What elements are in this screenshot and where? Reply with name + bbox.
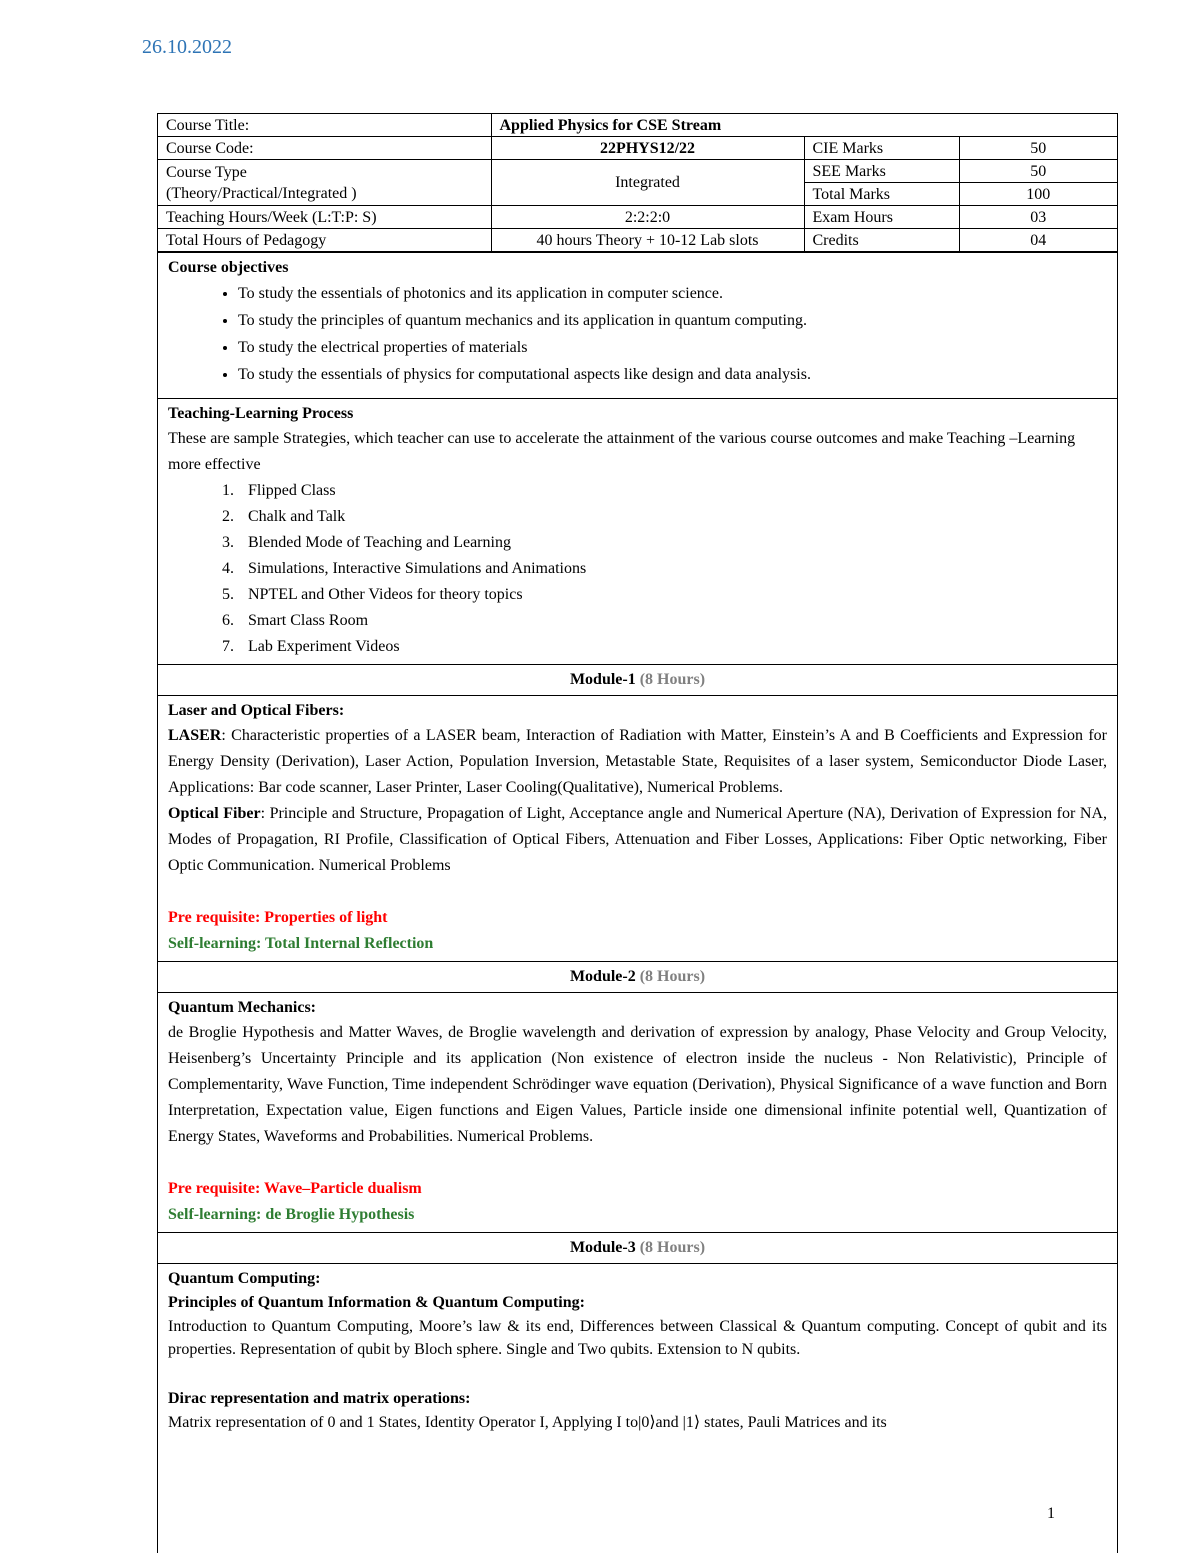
module-3-content [158, 1263, 1117, 1438]
teaching-learning-section [158, 398, 1117, 664]
module-3-topic: Quantum Computing: [168, 1270, 321, 1287]
cie-marks-value: 50 [959, 137, 1117, 160]
module-2-content [158, 992, 1117, 1232]
objectives-list [168, 280, 1107, 388]
laser-text: : Characteristic properties of a LASER beam, Interaction of Radiation with Matter, Einstein’s A and B Coefficients and Expression for Energy Density (Derivation), Laser Action, Population Inversion, Metastable State, Requisites of a laser system, Semiconductor Diode Laser, Applications: Bar code scanner, Laser Printer, Laser Cooling(Qualitative), Numerical Problems. [168, 727, 1107, 796]
module-1-heading [158, 664, 1117, 695]
course-type-value: Integrated [491, 160, 804, 206]
list-item: • To study the principles of quantum mechanics and its application in quantum computing. [238, 307, 1107, 334]
dirac-text: Matrix representation of 0 and 1 States, Identity Operator I, Applying I to|0⟩and |1⟩ states, Pauli Matrices and its [168, 1414, 887, 1431]
fiber-text: : Principle and Structure, Propagation of Light, Acceptance angle and Numerical Aperture (NA), Derivation of Expression for NA, Modes of Propagation, RI Profile, Classification of Optical Fibers, Attenuation and Fiber Losses, Applications: Fiber Optic networking, Fiber Optic Communication. Numerical Problems [168, 805, 1107, 874]
credits-label: Credits [804, 229, 959, 252]
module-2-title: Module-2 [569, 968, 636, 985]
module-2-topic: Quantum Mechanics: [168, 999, 316, 1016]
course-info-table [158, 114, 1117, 252]
module-2-heading [158, 961, 1117, 992]
course-code-label: Course Code: [158, 137, 491, 160]
syllabus-document [157, 113, 1118, 1553]
teaching-hours-label: Teaching Hours/Week (L:T:P: S) [158, 206, 491, 229]
see-marks-value: 50 [959, 160, 1117, 183]
exam-hours-value: 03 [959, 206, 1117, 229]
fiber-label: Optical Fiber [168, 805, 261, 822]
module-1-title: Module-1 [569, 671, 636, 688]
dirac-title: Dirac representation and matrix operations: [168, 1390, 471, 1407]
exam-hours-label: Exam Hours [804, 206, 959, 229]
list-item: 1. Flipped Class [238, 478, 1107, 504]
teaching-learning-intro: These are sample Strategies, which teacher can use to accelerate the attainment of the various course outcomes and make Teaching –Learning more effective [168, 430, 1076, 473]
module-3-subtopic: Principles of Quantum Information & Quantum Computing: [168, 1294, 585, 1311]
list-item: 5. NPTEL and Other Videos for theory topics [238, 582, 1107, 608]
course-title-label: Course Title: [158, 114, 491, 137]
course-objectives-section [158, 252, 1117, 392]
module-1-prerequisite: Pre requisite: Properties of light [168, 909, 388, 926]
strategies-list [168, 478, 1107, 660]
list-item: 6. Smart Class Room [238, 608, 1107, 634]
document-date: 26.10.2022 [142, 36, 232, 58]
teaching-hours-value: 2:2:2:0 [491, 206, 804, 229]
module-3-heading [158, 1232, 1117, 1263]
page-number: 1 [1047, 1505, 1055, 1522]
list-item: • To study the essentials of physics for computational aspects like design and data analysis. [238, 361, 1107, 388]
laser-paragraph [168, 723, 1107, 801]
total-marks-value: 100 [959, 183, 1117, 206]
module-3-hours: (8 Hours) [639, 1239, 706, 1256]
cie-marks-label: CIE Marks [804, 137, 959, 160]
course-objectives-title: Course objectives [168, 259, 289, 276]
table-row [158, 229, 1117, 252]
module-1-self-learning: Self-learning: Total Internal Reflection [168, 935, 434, 952]
module-3-text: Introduction to Quantum Computing, Moore’s law & its end, Differences between Classical & Quantum computing. Concept of qubit and its properties. Representation of qubit by Bloch sphere. Single and Two qubits. Extension to N qubits. [168, 1318, 1107, 1358]
list-item: 7. Lab Experiment Videos [238, 634, 1107, 660]
course-type-label [158, 160, 491, 206]
module-2-hours: (8 Hours) [639, 968, 706, 985]
teaching-learning-title: Teaching-Learning Process [168, 405, 354, 422]
course-code-value: 22PHYS12/22 [491, 137, 804, 160]
module-2-self-learning: Self-learning: de Broglie Hypothesis [168, 1206, 415, 1223]
table-row [158, 137, 1117, 160]
total-marks-label: Total Marks [804, 183, 959, 206]
laser-label: LASER [168, 727, 222, 744]
module-3-title: Module-3 [569, 1239, 636, 1256]
module-1-topic: Laser and Optical Fibers: [168, 702, 345, 719]
course-type-label-line2: (Theory/Practical/Integrated ) [166, 184, 357, 202]
module-2-prerequisite: Pre requisite: Wave–Particle dualism [168, 1180, 422, 1197]
course-title-value: Applied Physics for CSE Stream [491, 114, 1117, 137]
course-type-label-line1: Course Type [166, 163, 247, 181]
list-item: 4. Simulations, Interactive Simulations and Animations [238, 556, 1107, 582]
module-1-content [158, 695, 1117, 961]
credits-value: 04 [959, 229, 1117, 252]
list-item: • To study the essentials of photonics and its application in computer science. [238, 280, 1107, 307]
fiber-paragraph [168, 801, 1107, 879]
table-row [158, 206, 1117, 229]
list-item: • To study the electrical properties of materials [238, 334, 1107, 361]
pedagogy-hours-label: Total Hours of Pedagogy [158, 229, 491, 252]
table-row [158, 114, 1117, 137]
list-item: 3. Blended Mode of Teaching and Learning [238, 530, 1107, 556]
module-1-hours: (8 Hours) [639, 671, 706, 688]
table-row [158, 160, 1117, 183]
module-2-text: de Broglie Hypothesis and Matter Waves, de Broglie wavelength and derivation of expression by analogy, Phase Velocity and Group Velocity, Heisenberg’s Uncertainty Principle and its application (Non existence of electron inside the nucleus - Non Relativistic), Principle of Complementarity, Wave Function, Time independent Schrödinger wave equation (Derivation), Physical Significance of a wave function and Born Interpretation, Expectation value, Eigen functions and Eigen Values, Particle inside one dimensional infinite potential well, Quantization of Energy States, Waveforms and Probabilities. Numerical Problems. [168, 1024, 1107, 1145]
list-item: 2. Chalk and Talk [238, 504, 1107, 530]
pedagogy-hours-value: 40 hours Theory + 10-12 Lab slots [491, 229, 804, 252]
see-marks-label: SEE Marks [804, 160, 959, 183]
